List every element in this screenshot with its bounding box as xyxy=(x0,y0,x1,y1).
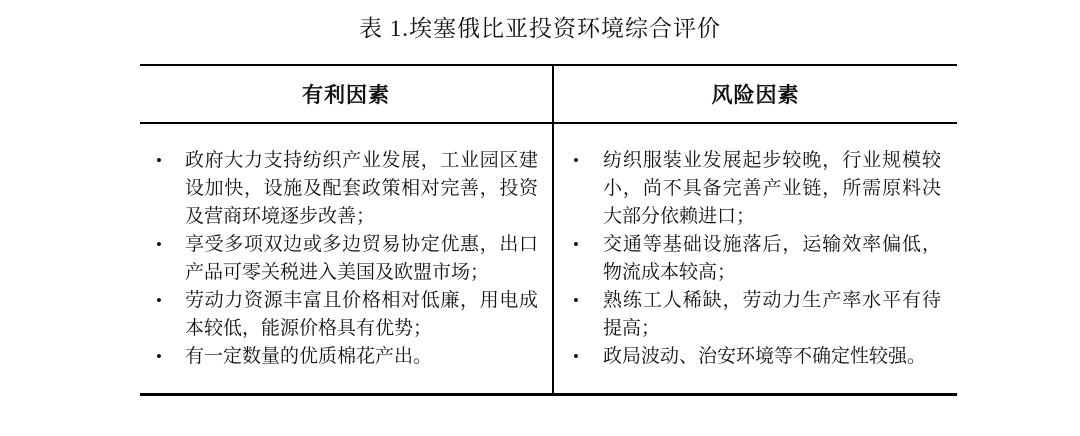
list-item-text: 政局波动、治安环境等不确定性较强。 xyxy=(603,345,927,367)
cell-favorable-factors xyxy=(140,124,554,393)
list-item xyxy=(140,343,538,371)
bullet-icon: • xyxy=(156,346,162,366)
bullet-icon: • xyxy=(573,346,579,366)
list-item-text: 纺织服装业发展起步较晚，行业规模较小，尚不具备完善产业链，所需原料决大部分依赖进口； xyxy=(603,149,941,227)
table-caption: 表 1.埃塞俄比亚投资环境综合评价 xyxy=(359,16,721,41)
bullet-icon: • xyxy=(156,290,162,310)
list-item xyxy=(140,147,538,231)
list-item-text: 有一定数量的优质棉花产出。 xyxy=(185,345,433,367)
bullet-icon: • xyxy=(573,290,579,310)
bullet-icon: • xyxy=(573,150,579,170)
list-item-text: 交通等基础设施落后，运输效率偏低，物流成本较高； xyxy=(603,233,941,283)
list-item-text: 劳动力资源丰富且价格相对低廉，用电成本较低，能源价格具有优势； xyxy=(185,289,538,339)
list-item xyxy=(554,231,941,287)
cell-risk-factors xyxy=(554,124,957,393)
list-item xyxy=(140,231,538,287)
favorable-factors-list xyxy=(140,147,538,371)
table-body-row xyxy=(140,124,957,393)
list-item xyxy=(554,287,941,343)
list-item xyxy=(554,147,941,231)
list-item xyxy=(140,287,538,343)
list-item-text: 政府大力支持纺织产业发展，工业园区建设加快，设施及配套政策相对完善，投资及营商环境逐步改善； xyxy=(185,149,538,227)
column-header-favorable-factors: 有利因素 xyxy=(140,66,554,122)
bullet-icon: • xyxy=(156,150,162,170)
list-item-text: 享受多项双边或多边贸易协定优惠，出口产品可零关税进入美国及欧盟市场； xyxy=(185,233,538,283)
list-item xyxy=(554,343,941,371)
bullet-icon: • xyxy=(573,234,579,254)
table-header-row xyxy=(140,66,957,124)
bullet-icon: • xyxy=(156,234,162,254)
evaluation-table xyxy=(140,64,957,396)
list-item-text: 熟练工人稀缺，劳动力生产率水平有待提高； xyxy=(603,289,941,339)
column-header-risk-factors: 风险因素 xyxy=(711,83,800,107)
risk-factors-list xyxy=(554,147,941,371)
